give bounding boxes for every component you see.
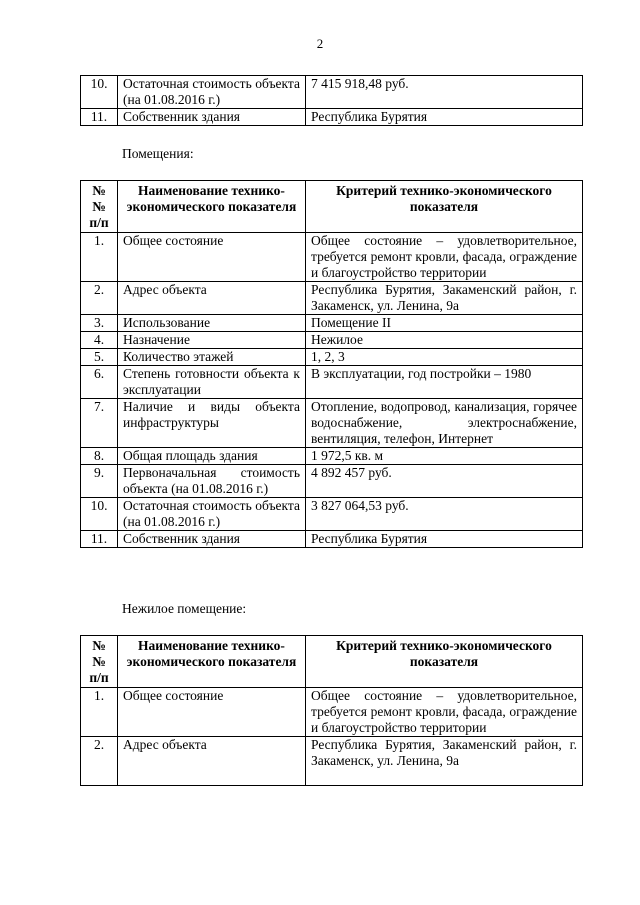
indicator-name: Собственник здания (118, 109, 306, 126)
table-row (81, 498, 583, 531)
indicator-name: Наличие и виды объекта инфраструктуры (118, 399, 306, 448)
row-number: 1. (81, 233, 118, 282)
indicator-name: Использование (118, 315, 306, 332)
header-name: Наименование технико-экономического показателя (118, 636, 306, 688)
table-row (81, 531, 583, 548)
page-number: 2 (316, 36, 324, 51)
row-number: 3. (81, 315, 118, 332)
row-number: 10. (81, 498, 118, 531)
row-number: 9. (81, 465, 118, 498)
indicator-value: Нежилое (306, 332, 583, 349)
indicator-name: Общее состояние (118, 233, 306, 282)
row-number: 2. (81, 737, 118, 786)
indicator-name: Назначение (118, 332, 306, 349)
table-row (81, 332, 583, 349)
table-top-continued (80, 75, 583, 126)
indicator-name: Адрес объекта (118, 737, 306, 786)
indicator-name: Адрес объекта (118, 282, 306, 315)
header-criterion: Критерий технико-экономического показателя (306, 636, 583, 688)
table-row (81, 233, 583, 282)
header-number: №№ п/п (81, 636, 118, 688)
table-row (81, 448, 583, 465)
table-row (81, 76, 583, 109)
row-number: 1. (81, 688, 118, 737)
table-row (81, 465, 583, 498)
header-number: №№ п/п (81, 181, 118, 233)
table-row (81, 315, 583, 332)
row-number: 7. (81, 399, 118, 448)
header-name: Наименование технико-экономического показателя (118, 181, 306, 233)
indicator-value: 4 892 457 руб. (306, 465, 583, 498)
indicator-name: Общее состояние (118, 688, 306, 737)
row-number: 8. (81, 448, 118, 465)
table-header-row (81, 636, 583, 688)
row-number: 5. (81, 349, 118, 366)
table-row (81, 282, 583, 315)
indicator-value: Республика Бурятия (306, 109, 583, 126)
indicator-value: В эксплуатации, год постройки – 1980 (306, 366, 583, 399)
row-number: 10. (81, 76, 118, 109)
indicator-value: 1, 2, 3 (306, 349, 583, 366)
indicator-value: 7 415 918,48 руб. (306, 76, 583, 109)
table-row (81, 737, 583, 786)
table-row (81, 109, 583, 126)
indicator-name: Количество этажей (118, 349, 306, 366)
indicator-value: Республика Бурятия, Закаменский район, г. Закаменск, ул. Ленина, 9а (306, 737, 583, 786)
table-row (81, 366, 583, 399)
row-number: 4. (81, 332, 118, 349)
indicator-value: 3 827 064,53 руб. (306, 498, 583, 531)
indicator-name: Общая площадь здания (118, 448, 306, 465)
indicator-name: Остаточная стоимость объекта (на 01.08.2016 г.) (118, 76, 306, 109)
table-row (81, 688, 583, 737)
row-number: 2. (81, 282, 118, 315)
indicator-value: Помещение II (306, 315, 583, 332)
indicator-value: 1 972,5 кв. м (306, 448, 583, 465)
indicator-name: Первоначальная стоимость объекта (на 01.08.2016 г.) (118, 465, 306, 498)
indicator-value: Республика Бурятия (306, 531, 583, 548)
row-number: 6. (81, 366, 118, 399)
indicator-value: Общее состояние – удовлетворительное, требуется ремонт кровли, фасада, ограждение и благоустройство территории (306, 688, 583, 737)
row-number: 11. (81, 531, 118, 548)
section-caption-premises: Помещения: (122, 146, 194, 161)
indicator-name: Собственник здания (118, 531, 306, 548)
indicator-value: Отопление, водопровод, канализация, горячее водоснабжение, электроснабжение, вентиляция, телефон, Интернет (306, 399, 583, 448)
row-number: 11. (81, 109, 118, 126)
indicator-name: Остаточная стоимость объекта (на 01.08.2016 г.) (118, 498, 306, 531)
indicator-value: Общее состояние – удовлетворительное, требуется ремонт кровли, фасада, ограждение и благоустройство территории (306, 233, 583, 282)
header-criterion: Критерий технико-экономического показателя (306, 181, 583, 233)
table-nonresidential (80, 635, 583, 786)
section-caption-nonresidential: Нежилое помещение: (122, 601, 247, 616)
indicator-value: Республика Бурятия, Закаменский район, г. Закаменск, ул. Ленина, 9а (306, 282, 583, 315)
table-premises (80, 180, 583, 548)
indicator-name: Степень готовности объекта к эксплуатации (118, 366, 306, 399)
table-row (81, 349, 583, 366)
table-row (81, 399, 583, 448)
table-header-row (81, 181, 583, 233)
